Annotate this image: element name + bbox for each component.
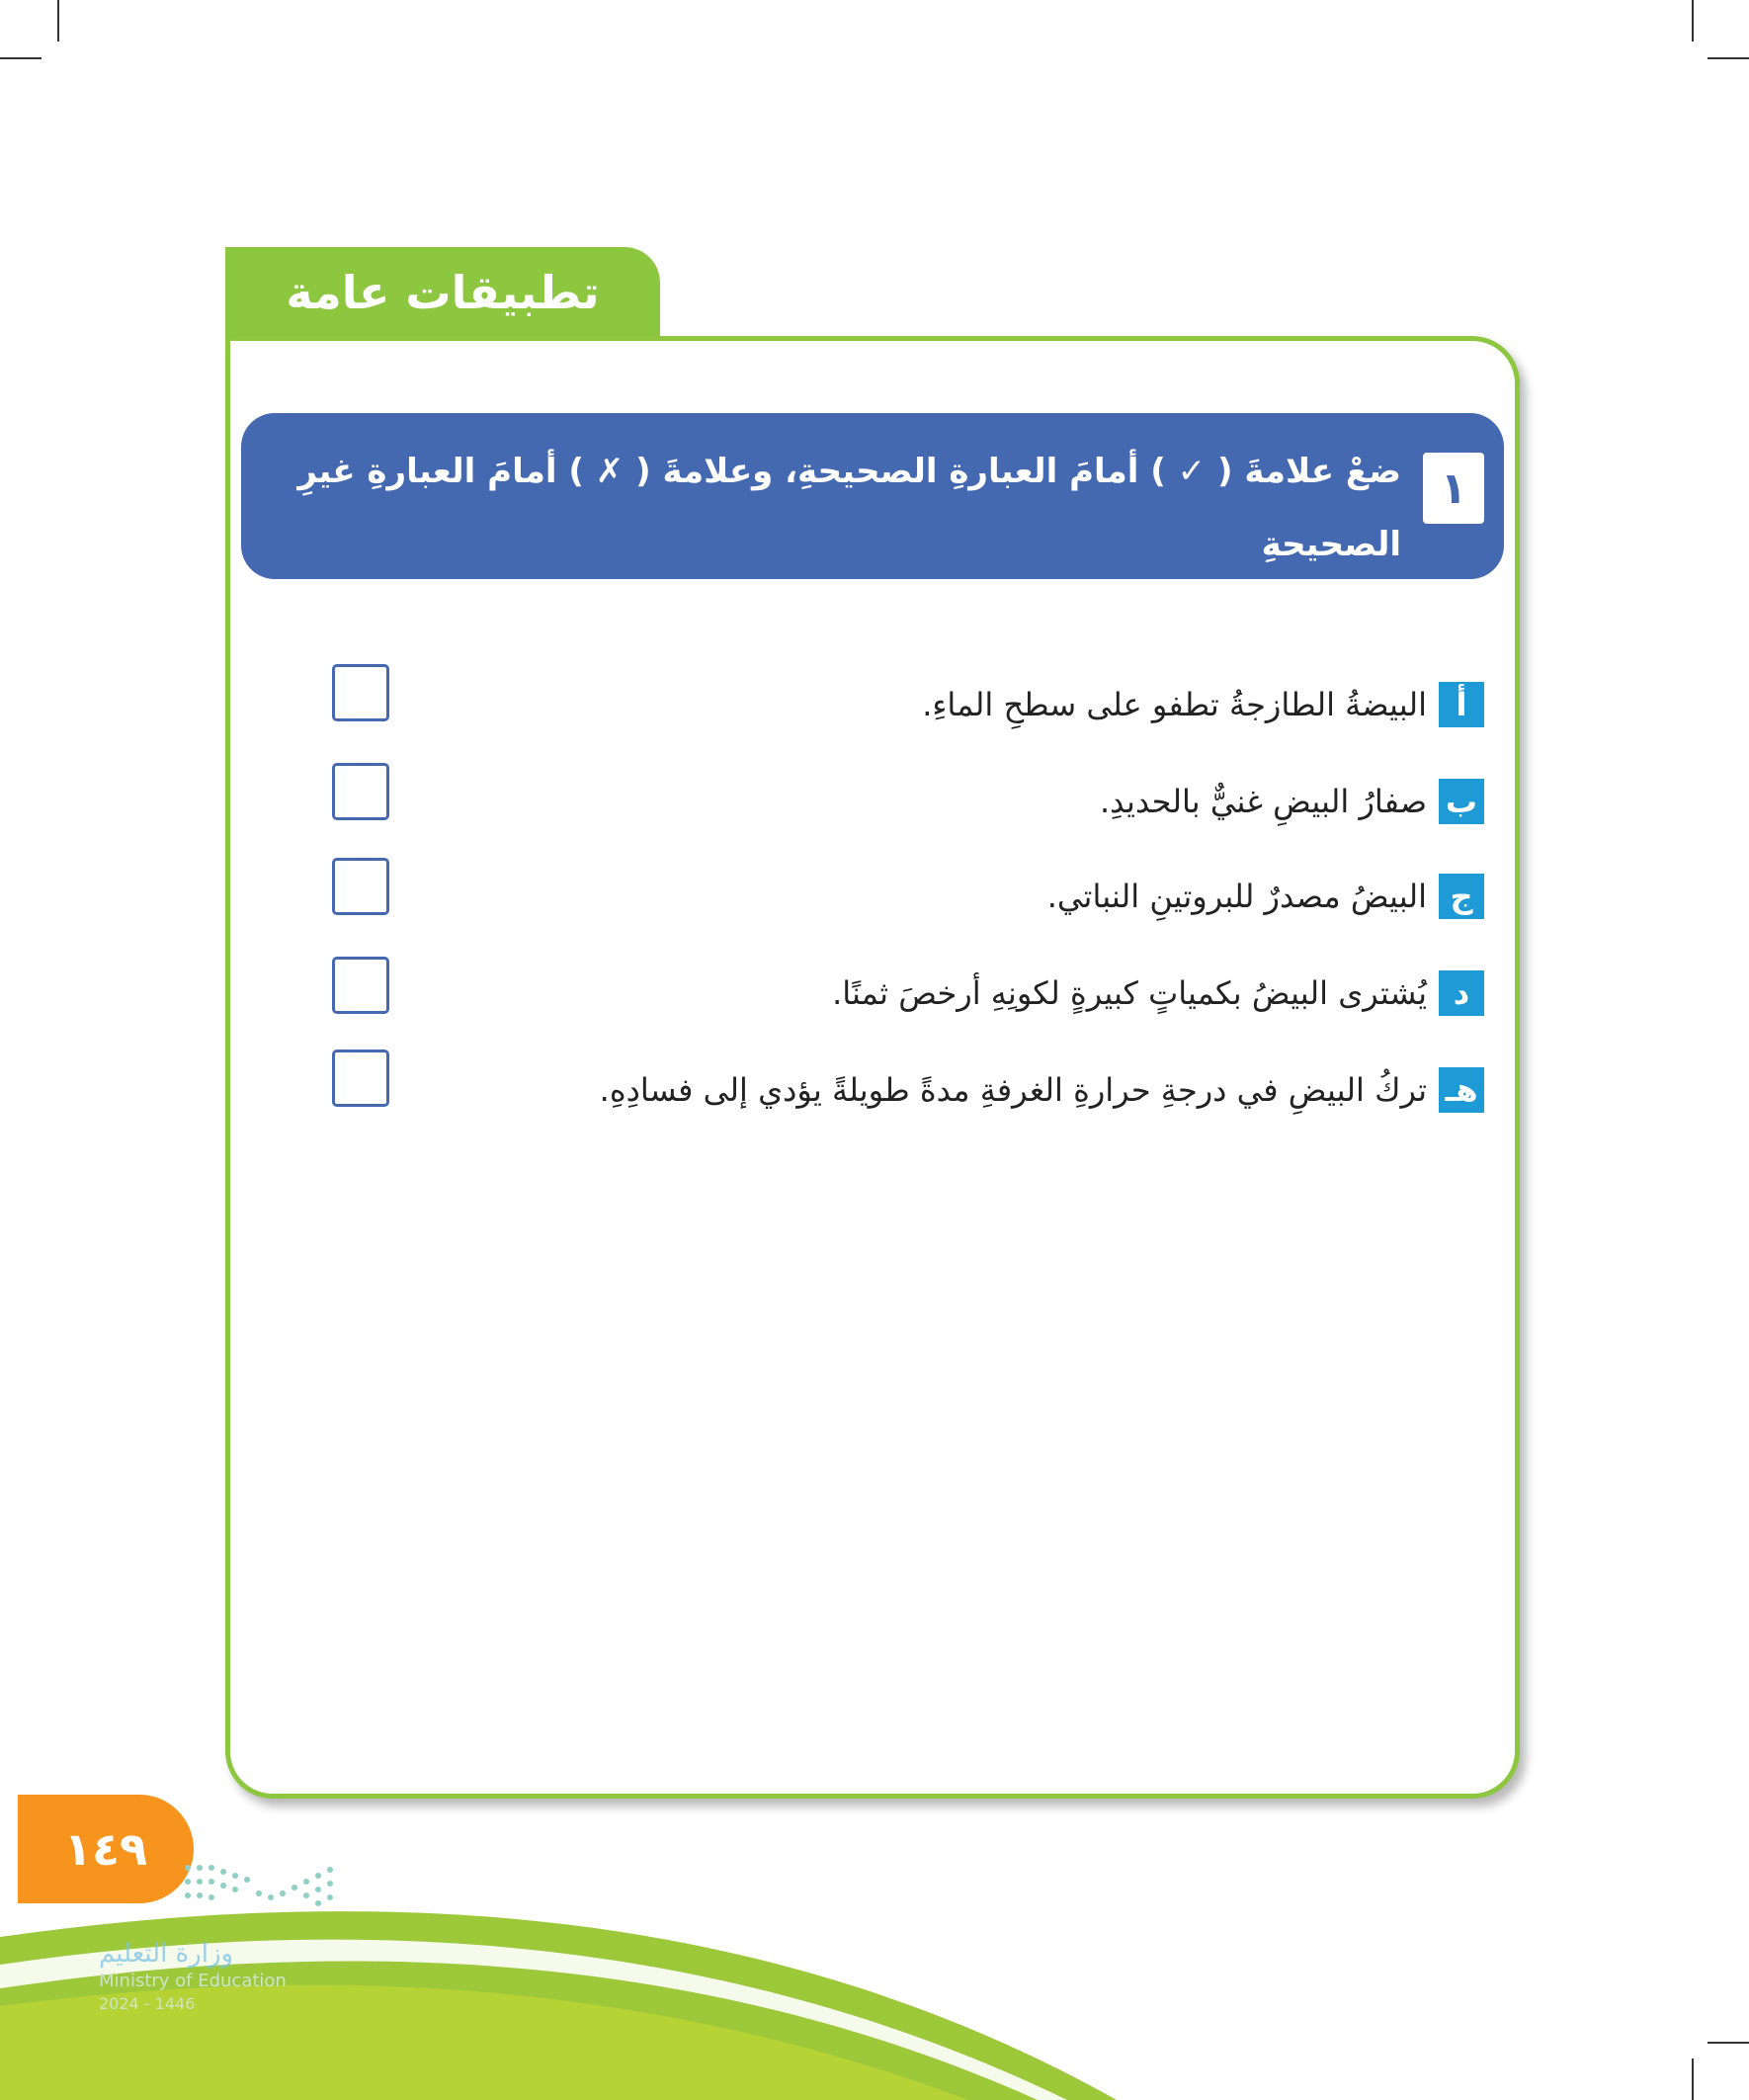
ministry-name-arabic: وزارة التعليم — [99, 1939, 234, 1969]
item-letter: أ — [1439, 682, 1484, 727]
statement-item — [600, 1063, 1484, 1117]
section-tab — [225, 247, 660, 338]
instruction-line-1: ضعْ علامةَ ( ✓ ) أمامَ العبارةِ الصحيحةِ، وعلامةَ ( ✗ ) أمامَ العبارةِ غيرِ الصحيحةِ — [297, 452, 1401, 564]
page-number: ١٤٩ — [18, 1795, 194, 1903]
ministry-year: 2024 - 1446 — [99, 1994, 196, 2013]
item-text: صفارُ البيضِ غنيٌّ بالحديدِ. — [1099, 783, 1427, 820]
ministry-name-english: Ministry of Education — [99, 1971, 287, 1991]
statement-item — [832, 966, 1484, 1020]
crop-mark — [1692, 0, 1694, 42]
item-text: تركُ البيضِ في درجةِ حرارةِ الغرفةِ مدةً طويلةً يؤدي إلى فسادِهِ. — [599, 1071, 1427, 1109]
instruction-line-2: فيما يأتي: — [1233, 598, 1401, 637]
statement-item — [1100, 775, 1484, 828]
answer-checkbox-b[interactable] — [332, 763, 389, 820]
statement-item — [922, 678, 1484, 731]
item-text: البيضةُ الطازجةُ تطفو على سطحِ الماءِ. — [922, 686, 1427, 723]
item-text: يُشترى البيضُ بكمياتٍ كبيرةٍ لكونِهِ أرخصَ ثمنًا. — [832, 974, 1427, 1012]
item-letter: هـ — [1439, 1067, 1484, 1113]
answer-checkbox-c[interactable] — [332, 858, 389, 915]
item-text: البيضُ مصدرٌ للبروتينِ النباتي. — [1046, 878, 1427, 915]
item-letter: د — [1439, 970, 1484, 1016]
question-instruction — [281, 435, 1401, 654]
logo-dots-icon — [178, 1858, 346, 1927]
ministry-logo — [99, 1858, 346, 2016]
crop-mark — [57, 0, 59, 42]
answer-checkbox-e[interactable] — [332, 1050, 389, 1107]
question-bar — [241, 413, 1504, 637]
answer-checkbox-d[interactable] — [332, 957, 389, 1014]
section-title: تطبيقات عامة — [286, 266, 600, 319]
answer-checkbox-a[interactable] — [332, 664, 389, 721]
crop-mark — [0, 57, 42, 59]
question-number: ١ — [1423, 453, 1484, 524]
item-letter: ج — [1439, 874, 1484, 919]
crop-mark — [1707, 57, 1749, 59]
statement-item — [1047, 870, 1484, 923]
item-letter: ب — [1439, 779, 1484, 824]
